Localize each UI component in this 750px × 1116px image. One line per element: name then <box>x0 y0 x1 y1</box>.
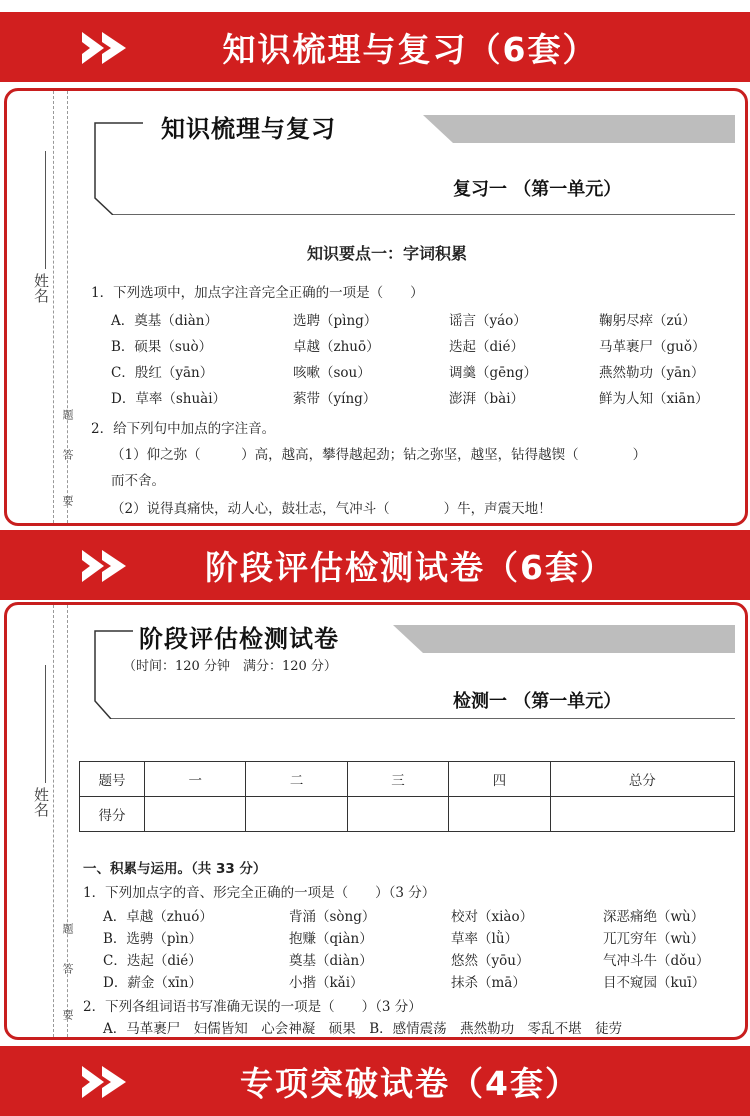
name-label: 姓名 <box>32 273 50 303</box>
option-item: 小揩（kǎi） <box>289 975 364 991</box>
option-item: 谣言（yáo） <box>449 313 527 329</box>
margin-word: 题 <box>61 409 74 420</box>
table-cell: 二 <box>246 762 347 797</box>
banner-title: 知识梳理与复习（6套） <box>222 29 598 69</box>
question-2-line: （2）说得真痛快，动人心，鼓壮志，气冲斗（ ）牛，声震天地！ <box>111 501 552 517</box>
question-2-line: A．马革裹尸 妇儒皆知 心会神凝 硕果 B．感情震荡 燕然勒功 零乱不堪 徒劳 <box>103 1021 623 1037</box>
margin-word: 答 <box>61 449 74 460</box>
table-cell: 三 <box>347 762 448 797</box>
section-banner-1 <box>0 12 750 82</box>
option-item: 调羹（gēng） <box>449 365 537 381</box>
margin-word: 题 <box>61 923 74 934</box>
name-label: 姓名 <box>32 787 50 817</box>
score-input-cell <box>145 797 246 832</box>
table-row <box>80 797 735 832</box>
option-item: 气冲斗牛（dǒu） <box>603 953 710 969</box>
option-item: 选聘（pìng） <box>293 313 378 329</box>
option-item: 澎湃（bài） <box>449 391 525 407</box>
question-2-stem: 2．下列各组词语书写准确无误的一项是（ ）（3 分） <box>83 999 422 1015</box>
option-item: 深恶痛绝（wù） <box>603 909 705 925</box>
question-2-stem: 2．给下列句中加点的字注音。 <box>91 421 276 437</box>
margin-word: 要 <box>61 1009 74 1020</box>
option-item: 卓越（zhuō） <box>293 339 380 355</box>
option-item: D．薪金（xīn） <box>103 975 202 991</box>
section-heading: 知识要点一：字词积累 <box>307 244 468 263</box>
score-input-cell <box>347 797 448 832</box>
option-item: C．迭起（dié） <box>103 953 202 969</box>
option-item: 抱赚（qiàn） <box>289 931 373 947</box>
unit-subtitle: 检测一 （第一单元） <box>453 691 622 712</box>
binding-margin <box>7 605 77 1037</box>
question-1-stem: 1．下列选项中，加点字注音完全正确的一项是（ ） <box>91 285 424 301</box>
option-item: 燕然勒功（yān） <box>599 365 705 381</box>
question-2-line: （1）仰之弥（ ）高，越高，攀得越起劲；钻之弥坚，越坚，钻得越锲（ ） <box>111 447 647 463</box>
part-heading: 一、积累与运用。（共 33 分） <box>83 861 267 877</box>
option-item: 目不窥园（kuī） <box>603 975 706 991</box>
option-item: 抹杀（mā） <box>451 975 526 991</box>
option-item: 萦带（yíng） <box>293 391 377 407</box>
question-1-stem: 1．下列加点字的音、形完全正确的一项是（ ）（3 分） <box>83 885 436 901</box>
preview-card-review <box>4 88 748 526</box>
option-item: A．卓越（zhuó） <box>103 909 213 925</box>
option-item: A．奠基（diàn） <box>111 313 218 329</box>
option-item: 马革裹尸（guǒ） <box>599 339 706 355</box>
option-item: B．选骋（pìn） <box>103 931 203 947</box>
page-title: 知识梳理与复习 <box>161 114 336 143</box>
table-cell: 一 <box>145 762 246 797</box>
unit-subtitle: 复习一 （第一单元） <box>453 179 622 200</box>
table-cell: 总分 <box>550 762 734 797</box>
option-item: C．殷红（yān） <box>111 365 214 381</box>
question-2-line: 而不舍。 <box>111 473 165 489</box>
score-input-cell <box>550 797 734 832</box>
score-input-cell <box>449 797 550 832</box>
worksheet-header <box>93 103 735 215</box>
preview-card-assessment <box>4 602 748 1040</box>
option-item: 迭起（dié） <box>449 339 524 355</box>
section-banner-3 <box>0 1046 750 1116</box>
score-input-cell <box>246 797 347 832</box>
table-cell: 四 <box>449 762 550 797</box>
table-row <box>80 762 735 797</box>
banner-title: 专项突破试卷（4套） <box>240 1063 580 1103</box>
table-cell: 得分 <box>80 797 145 832</box>
table-cell: 题号 <box>80 762 145 797</box>
option-item: 鲜为人知（xiān） <box>599 391 709 407</box>
option-item: 校对（xiào） <box>451 909 534 925</box>
option-item: B．硕果（suò） <box>111 339 213 355</box>
option-item: D．草率（shuài） <box>111 391 227 407</box>
option-item: 奠基（diàn） <box>289 953 373 969</box>
option-item: 兀兀穷年（wù） <box>603 931 705 947</box>
margin-word: 要 <box>61 495 74 506</box>
option-item: 草率（lǜ） <box>451 931 519 947</box>
time-info: （时间：120 分钟 满分：120 分） <box>123 659 337 674</box>
option-item: 背涌（sòng） <box>289 909 376 925</box>
worksheet-header <box>93 615 735 719</box>
binding-margin <box>7 91 77 523</box>
margin-word: 答 <box>61 963 74 974</box>
option-item: 鞠躬尽瘁（zú） <box>599 313 696 329</box>
section-banner-2 <box>0 530 750 600</box>
banner-title: 阶段评估检测试卷（6套） <box>205 547 615 587</box>
page-title: 阶段评估检测试卷 <box>139 624 339 653</box>
option-item: 悠然（yōu） <box>451 953 530 969</box>
option-item: 咳嗽（sou） <box>293 365 371 381</box>
score-table <box>79 761 735 832</box>
